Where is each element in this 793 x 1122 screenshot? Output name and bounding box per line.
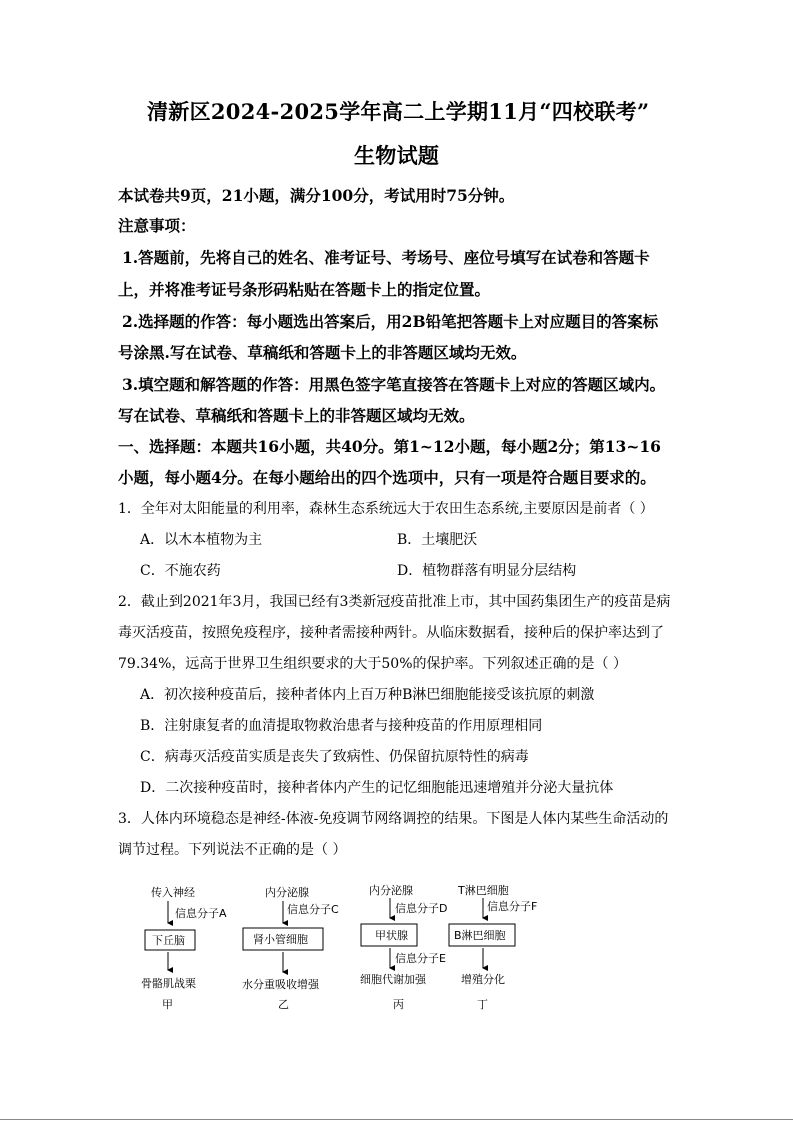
diagram-jia — [141, 885, 227, 1011]
question-1-option-a: A．以木本植物为主 — [140, 532, 263, 548]
question-1-stem: 1．全年对太阳能量的利用率，森林生态系统远大于农田生态系统,主要原因是前者（ ） — [118, 501, 654, 517]
notice-item-1-line-2: 上，并将准考证号条形码粘贴在答题卡上的指定位置。 — [118, 280, 491, 299]
yi-result: 水分重吸收增强 — [242, 978, 319, 991]
bing-signal-2: 信息分子E — [395, 952, 446, 965]
question-1-option-c: C．不施农药 — [140, 563, 221, 579]
notice-item-3-line-1: 3.填空题和解答题的作答：用黑色签字笔直接答在答题卡上对应的答题区域内。 — [122, 375, 666, 394]
bing-signal: 信息分子D — [395, 902, 448, 915]
exam-intro: 本试卷共9页，21小题，满分100分，考试用时75分钟。 — [118, 186, 515, 205]
diagram-ding — [449, 883, 537, 1011]
question-2-stem-line-1: 2．截止到2021年3月，我国已经有3类新冠疫苗批准上市，其中国药集团生产的疫苗是病 — [118, 594, 671, 610]
ding-top: T淋巴细胞 — [458, 884, 509, 897]
bing-box-label: 甲状腺 — [375, 929, 408, 942]
notice-item-3-line-2: 写在试卷、草稿纸和答题卡上的非答题区域均无效。 — [118, 406, 475, 425]
regulation-diagram — [135, 880, 555, 1015]
question-2-option-a: A．初次接种疫苗后，接种者体内上百万种B淋巴细胞能接受该抗原的刺激 — [140, 687, 595, 703]
question-3-stem-line-1: 3．人体内环境稳态是神经-体液-免疫调节网络调控的结果。下图是人体内某些生命活动的 — [118, 811, 669, 827]
question-2-option-b: B．注射康复者的血清提取物救治患者与接种疫苗的作用原理相同 — [140, 718, 543, 734]
jia-label: 甲 — [162, 998, 173, 1011]
bing-top: 内分泌腺 — [369, 884, 413, 897]
notice-heading: 注意事项： — [118, 216, 196, 235]
diagram-yi — [242, 885, 339, 1011]
yi-box-label: 肾小管细胞 — [253, 933, 308, 946]
bing-result: 细胞代谢加强 — [360, 973, 426, 986]
section-1-line-2: 小题，每小题4分。在每小题给出的四个选项中，只有一项是符合题目要求的。 — [118, 468, 656, 487]
notice-item-2-line-1: 2.选择题的作答：每小题选出答案后，用2B铅笔把答题卡上对应题目的答案标 — [122, 312, 659, 331]
jia-box-label: 下丘脑 — [152, 934, 185, 947]
jia-top: 传入神经 — [151, 886, 195, 899]
question-2-stem-line-3: 79.34%，远高于世界卫生组织要求的大于50%的保护率。下列叙述正确的是（ ） — [118, 656, 627, 672]
question-2-option-d: D．二次接种疫苗时，接种者体内产生的记忆细胞能迅速增殖并分泌大量抗体 — [140, 780, 614, 796]
ding-box-label: B淋巴细胞 — [454, 929, 506, 942]
page-title: 清新区2024-2025学年高二上学期11月“四校联考” — [147, 99, 650, 124]
section-1-line-1: 一、选择题：本题共16小题，共40分。第1~12小题，每小题2分；第13~16 — [118, 437, 661, 456]
question-2-stem-line-2: 毒灭活疫苗，按照免疫程序，接种者需接种两针。从临床数据看，接种后的保护率达到了 — [118, 625, 664, 641]
notice-item-1-line-1: 1.答题前，先将自己的姓名、准考证号、考场号、座位号填写在试卷和答题卡 — [122, 248, 650, 267]
question-3-stem-line-2: 调节过程。下列说法不正确的是（ ） — [118, 842, 347, 858]
question-2-option-c: C．病毒灭活疫苗实质是丧失了致病性、仍保留抗原特性的病毒 — [140, 749, 529, 765]
yi-signal: 信息分子C — [287, 903, 339, 916]
yi-top: 内分泌腺 — [265, 886, 309, 899]
page-subtitle: 生物试题 — [354, 143, 440, 168]
ding-signal: 信息分子F — [487, 900, 538, 913]
ding-label: 丁 — [477, 998, 488, 1011]
yi-label: 乙 — [278, 998, 289, 1011]
page-bottom-divider — [0, 1119, 793, 1120]
diagram-bing — [360, 883, 447, 1011]
bing-label: 丙 — [393, 998, 404, 1011]
question-1-option-b: B．土壤肥沃 — [397, 532, 478, 548]
question-1-option-d: D．植物群落有明显分层结构 — [397, 563, 577, 579]
jia-signal: 信息分子A — [175, 907, 227, 920]
ding-result: 增殖分化 — [461, 973, 505, 986]
notice-item-2-line-2: 号涂黑.写在试卷、草稿纸和答题卡上的非答题区域均无效。 — [118, 343, 527, 362]
jia-result: 骨骼肌战栗 — [141, 977, 196, 990]
